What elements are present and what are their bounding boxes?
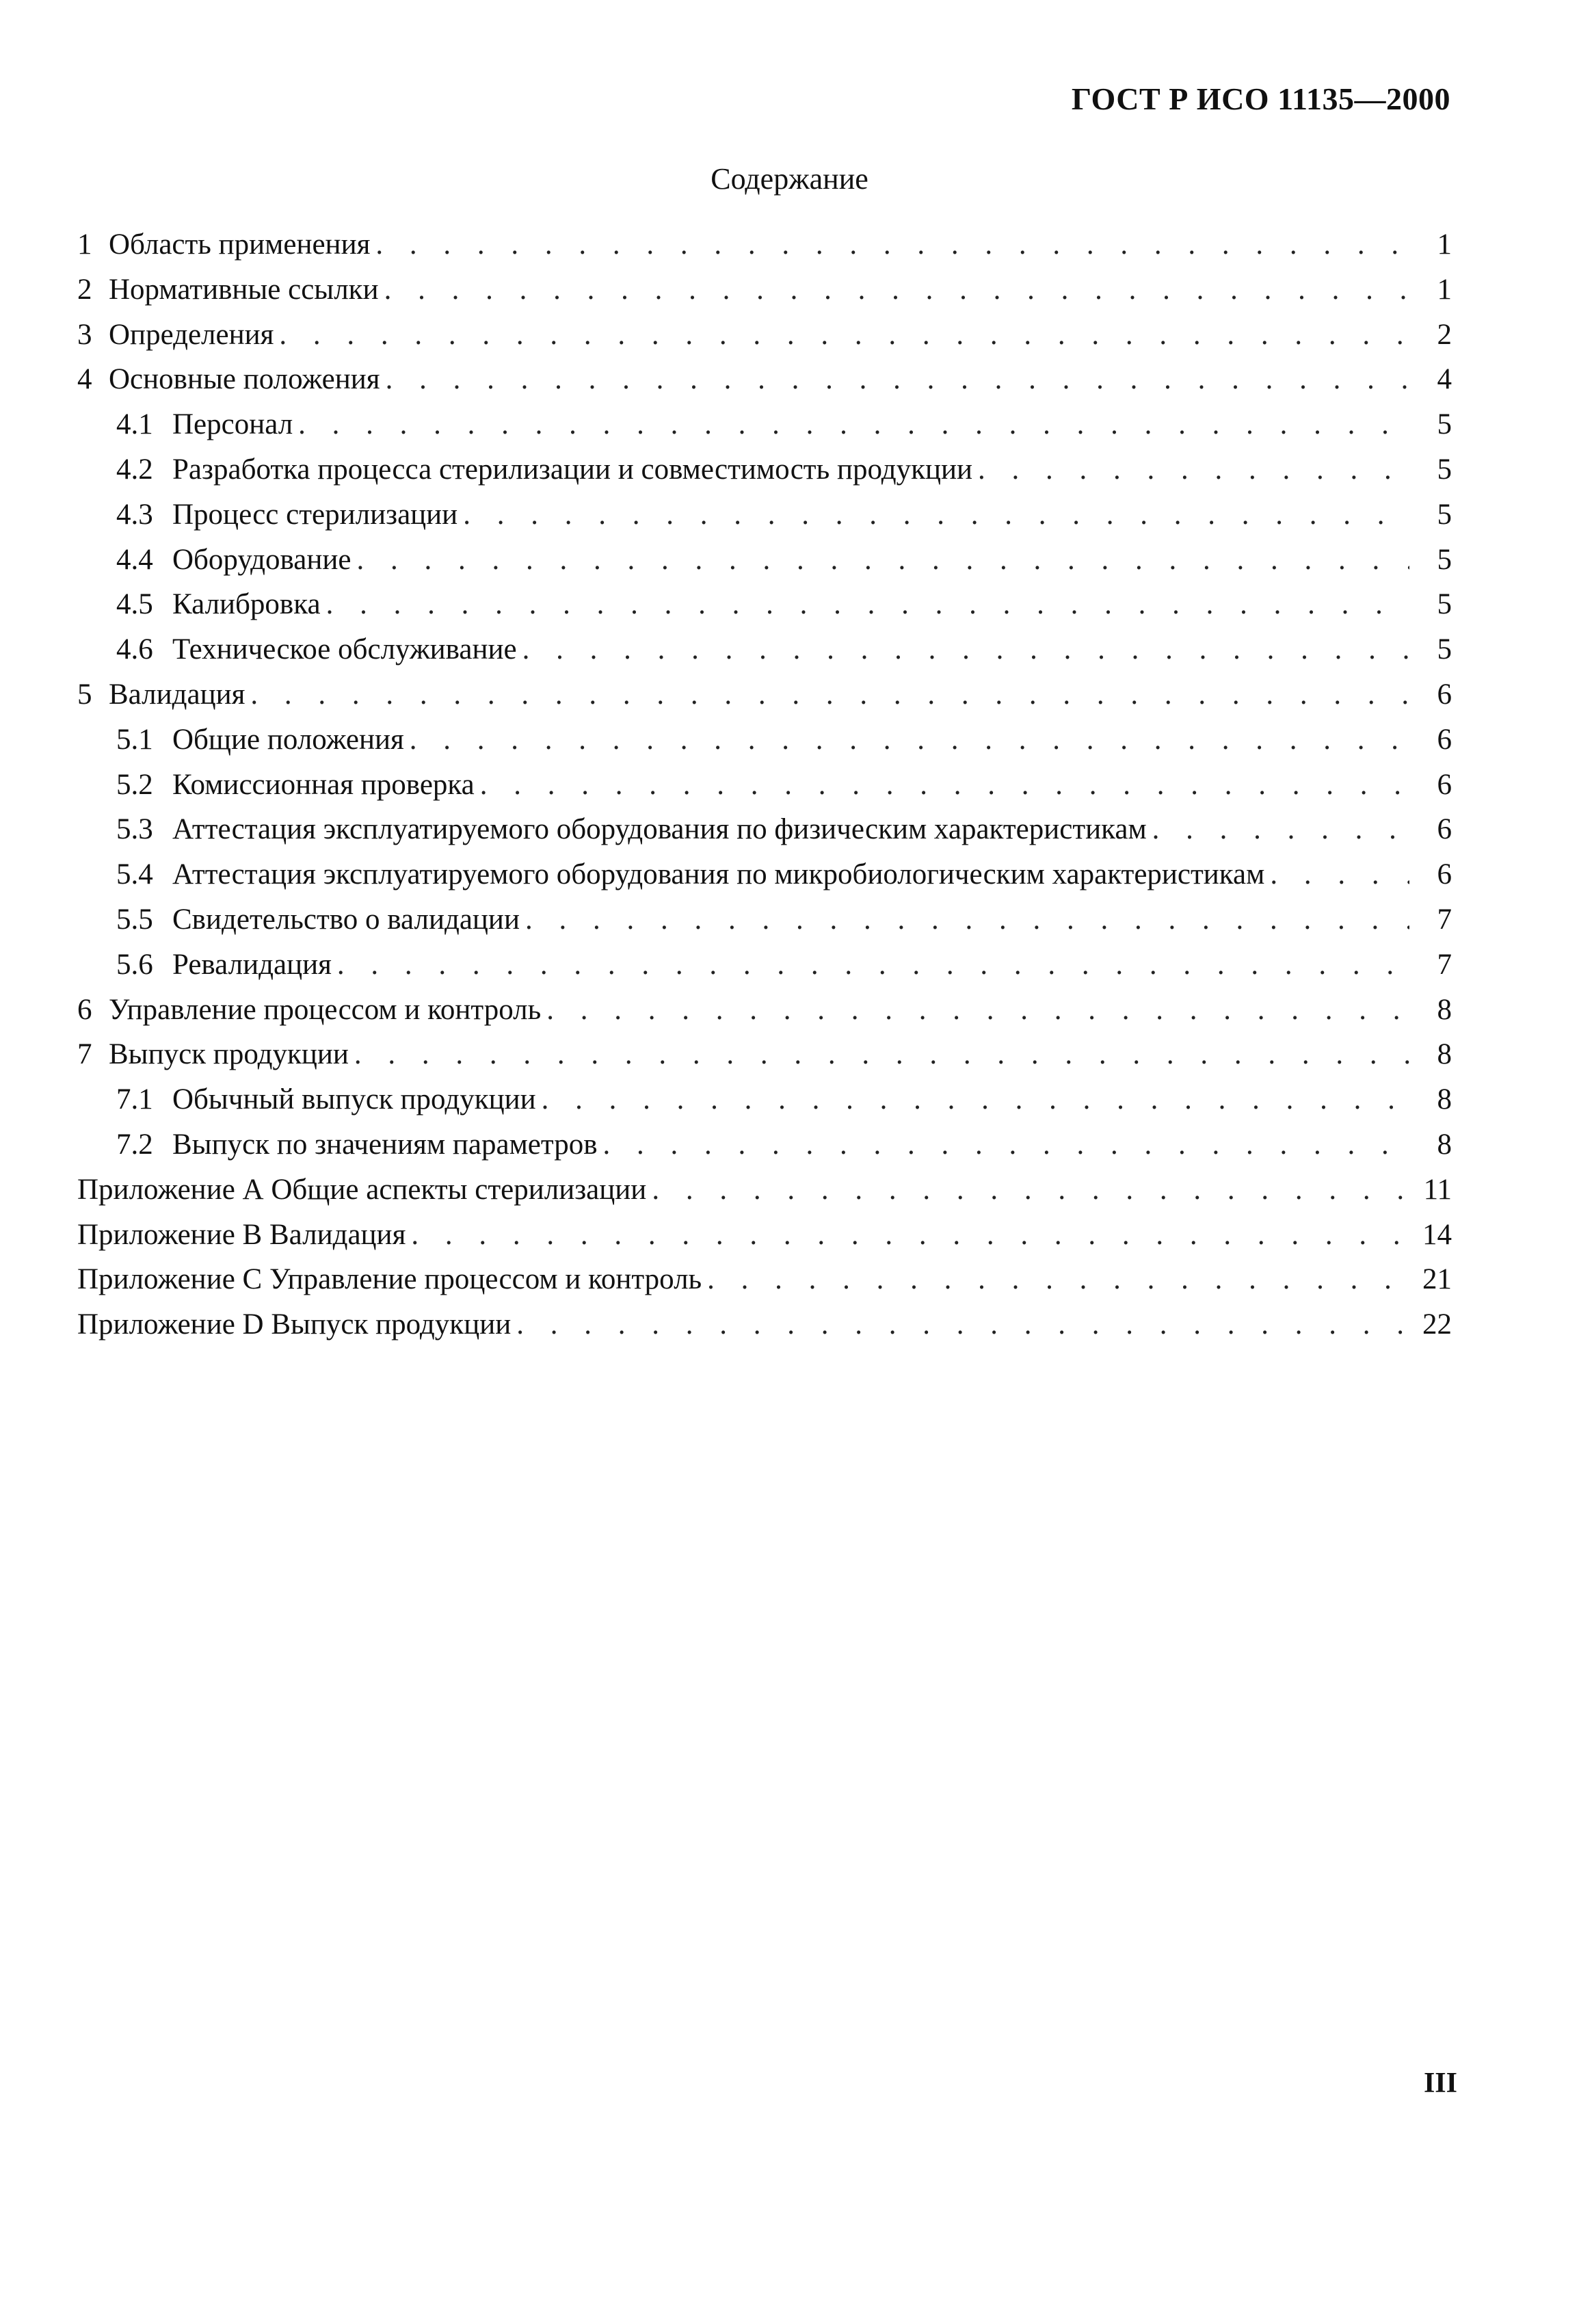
toc-entry-page: 22 [1422,1308,1452,1341]
dot-leader [354,1032,1409,1077]
toc-entry-label: Приложение В Валидация [77,1218,406,1251]
toc-entry-number: 4.3 [116,498,153,531]
toc-entry[interactable] [77,672,1452,717]
toc-entry[interactable] [77,538,1452,583]
toc-entry-number: 5.1 [116,723,153,756]
table-of-contents [77,222,1452,1347]
toc-entry-label: Процесс стерилизации [172,498,458,531]
toc-entry-page: 4 [1437,363,1452,396]
dot-leader [279,313,1409,358]
toc-entry-label: Калибровка [172,588,321,621]
toc-entry-label: Управление процессом и контроль [109,993,542,1026]
dot-leader [386,357,1409,402]
toc-entry[interactable] [77,582,1452,627]
toc-entry-page: 7 [1437,948,1452,981]
toc-entry-number: 2 [77,273,92,306]
toc-entry-page: 5 [1437,543,1452,576]
toc-entry-label: Ревалидация [172,948,332,981]
toc-entry[interactable] [77,492,1452,538]
toc-entry[interactable] [77,1032,1452,1077]
toc-entry-label: Общие положения [172,723,404,756]
toc-entry-label: Комиссионная проверка [172,768,475,801]
toc-entry[interactable] [77,852,1452,897]
dot-leader [356,538,1409,583]
toc-entry-label: Основные положения [109,363,380,396]
dot-leader [337,942,1409,988]
dot-leader [410,717,1409,763]
toc-entry[interactable] [77,763,1452,808]
toc-entry-number: 5.6 [116,948,153,981]
toc-entry-label: Приложение А Общие аспекты стерилизации [77,1173,647,1206]
toc-entry[interactable] [77,222,1452,267]
toc-entry-number: 5.5 [116,903,153,936]
toc-entry-label: Валидация [109,678,246,711]
page-number: III [1423,2068,1457,2099]
dot-leader [542,1077,1409,1122]
toc-entry-number: 5.3 [116,813,153,846]
toc-entry-page: 8 [1437,1128,1452,1161]
toc-entry-page: 5 [1437,408,1452,441]
dot-leader [603,1122,1409,1167]
toc-entry-number: 5.2 [116,768,153,801]
toc-entry[interactable] [77,1122,1452,1167]
toc-entry[interactable] [77,357,1452,402]
toc-entry-number: 7.1 [116,1083,153,1116]
toc-entry-number: 3 [77,318,92,351]
toc-entry-annex[interactable] [77,1213,1452,1258]
toc-entry-label: Разработка процесса стерилизации и совместимость продукции [172,453,973,486]
toc-entry-page: 6 [1437,813,1452,846]
toc-entry-page: 6 [1437,858,1452,891]
toc-entry-page: 8 [1437,1038,1452,1071]
dot-leader [516,1302,1409,1347]
dot-leader [411,1213,1409,1258]
dot-leader [525,897,1409,942]
toc-entry[interactable] [77,267,1452,313]
toc-entry-page: 6 [1437,768,1452,801]
toc-entry-page: 14 [1422,1218,1452,1251]
toc-entry-label: Обычный выпуск продукции [172,1083,536,1116]
toc-entry-page: 5 [1437,498,1452,531]
toc-entry-number: 7 [77,1038,92,1071]
toc-entry-annex[interactable] [77,1257,1452,1302]
toc-entry-number: 4.6 [116,633,153,666]
toc-entry[interactable] [77,447,1452,492]
dot-leader [375,222,1409,267]
toc-entry-label: Область применения [109,228,371,261]
toc-entry-number: 4 [77,363,92,396]
toc-entry-page: 11 [1423,1173,1452,1206]
toc-entry-number: 5 [77,678,92,711]
toc-entry[interactable] [77,402,1452,447]
dot-leader [463,492,1409,538]
dot-leader [1152,807,1409,852]
toc-entry-label: Нормативные ссылки [109,273,379,306]
toc-entry[interactable] [77,988,1452,1033]
toc-entry-number: 4.2 [116,453,153,486]
toc-entry-page: 8 [1437,993,1452,1026]
toc-entry-label: Аттестация эксплуатируемого оборудования по микробиологическим характеристикам [172,858,1265,891]
toc-entry-label: Выпуск по значениям параметров [172,1128,598,1161]
toc-entry-number: 6 [77,993,92,1026]
toc-entry-page: 5 [1437,633,1452,666]
toc-entry[interactable] [77,313,1452,358]
toc-entry-page: 5 [1437,453,1452,486]
toc-entry-annex[interactable] [77,1302,1452,1347]
toc-entry-number: 1 [77,228,92,261]
toc-entry-page: 5 [1437,588,1452,621]
dot-leader [326,582,1409,627]
dot-leader [1270,852,1409,897]
toc-entry[interactable] [77,942,1452,988]
dot-leader [522,627,1409,672]
toc-entry-number: 5.4 [116,858,153,891]
standard-designation: ГОСТ Р ИСО 11135—2000 [1071,81,1450,116]
dot-leader [480,763,1409,808]
toc-entry[interactable] [77,807,1452,852]
dot-leader [250,672,1409,717]
toc-entry-number: 4.5 [116,588,153,621]
dot-leader [978,447,1409,492]
toc-entry-number: 4.4 [116,543,153,576]
toc-entry-annex[interactable] [77,1167,1452,1213]
toc-entry-label: Приложение С Управление процессом и контроль [77,1263,702,1296]
toc-entry-number: 4.1 [116,408,153,441]
toc-entry[interactable] [77,1077,1452,1122]
toc-entry[interactable] [77,897,1452,942]
toc-entry-label: Определения [109,318,274,351]
toc-entry-page: 6 [1437,723,1452,756]
toc-entry-label: Оборудование [172,543,351,576]
dot-leader [384,267,1409,313]
toc-entry-label: Техническое обслуживание [172,633,517,666]
toc-entry[interactable] [77,627,1452,672]
toc-entry-number: 7.2 [116,1128,153,1161]
toc-entry-page: 8 [1437,1083,1452,1116]
toc-entry-page: 7 [1437,903,1452,936]
dot-leader [546,988,1409,1033]
toc-entry[interactable] [77,717,1452,763]
toc-entry-label: Аттестация эксплуатируемого оборудования по физическим характеристикам [172,813,1147,846]
dot-leader [652,1167,1409,1213]
toc-entry-label: Свидетельство о валидации [172,903,520,936]
toc-entry-page: 2 [1437,318,1452,351]
toc-entry-label: Персонал [172,408,293,441]
dot-leader [298,402,1409,447]
toc-entry-page: 21 [1422,1263,1452,1296]
dot-leader [707,1257,1409,1302]
toc-entry-page: 6 [1437,678,1452,711]
toc-entry-label: Приложение D Выпуск продукции [77,1308,512,1341]
toc-title: Содержание [711,162,868,196]
toc-entry-label: Выпуск продукции [109,1038,349,1071]
toc-entry-page: 1 [1437,228,1452,261]
toc-entry-page: 1 [1437,273,1452,306]
